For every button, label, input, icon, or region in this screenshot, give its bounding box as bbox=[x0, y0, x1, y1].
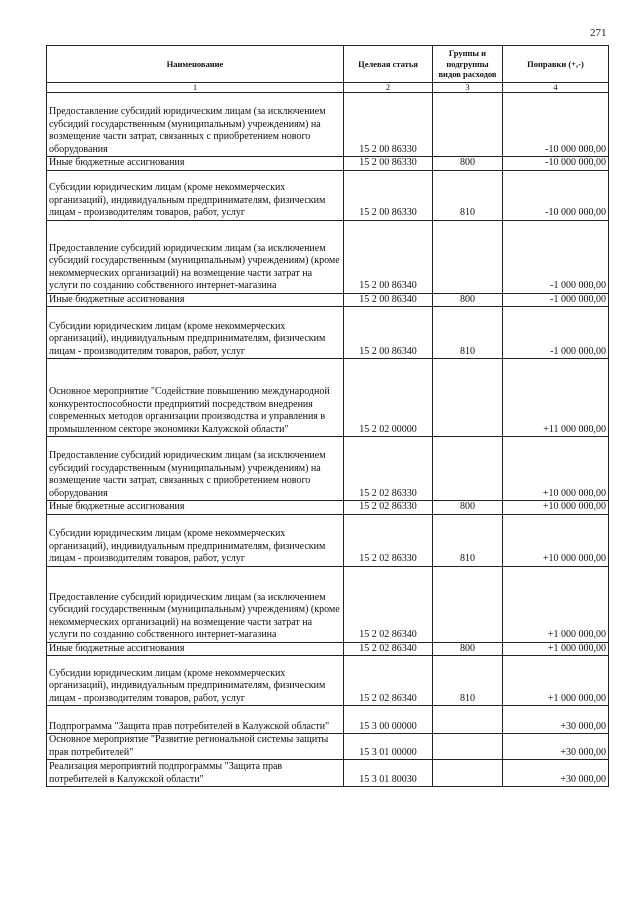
table-row bbox=[47, 514, 609, 566]
row-name: Предоставление субсидий юридическим лицам (за исключением субсидий государственным (муниципальным) учреждениям) (кроме некоммерческих организаций) на возмещение части затрат на услуги по созданию собственного интернет-магазина bbox=[47, 220, 344, 293]
row-amount: +10 000 000,00 bbox=[503, 514, 609, 566]
row-name: Иные бюджетные ассигнования bbox=[47, 642, 344, 656]
table-row bbox=[47, 501, 609, 515]
row-name: Субсидии юридическим лицам (кроме некоммерческих организаций), индивидуальным предпринимателям, физическим лицам - производителям товаров, работ, услуг bbox=[47, 307, 344, 359]
row-name: Основное мероприятие "Содействие повышению международной конкурентоспособности предприятий посредством внедрения современных методов организации производства и управления в промышленном секторе экономики Калужской области" bbox=[47, 359, 344, 437]
table-row bbox=[47, 307, 609, 359]
row-target-code: 15 2 02 00000 bbox=[344, 359, 433, 437]
row-expense-group bbox=[433, 566, 503, 642]
table-row bbox=[47, 170, 609, 220]
row-name: Предоставление субсидий юридическим лицам (за исключением субсидий государственным (муниципальным) учреждениям) на возмещение части затрат, связанных с приобретением нового оборудования bbox=[47, 93, 344, 157]
row-name: Предоставление субсидий юридическим лицам (за исключением субсидий государственным (муниципальным) учреждениям) (кроме некоммерческих организаций) на возмещение части затрат на услуги по созданию собственного интернет-магазина bbox=[47, 566, 344, 642]
row-expense-group: 800 bbox=[433, 642, 503, 656]
row-target-code: 15 3 01 80030 bbox=[344, 760, 433, 787]
row-name: Иные бюджетные ассигнования bbox=[47, 157, 344, 171]
row-target-code: 15 2 00 86340 bbox=[344, 220, 433, 293]
row-target-code: 15 2 02 86330 bbox=[344, 514, 433, 566]
row-name: Иные бюджетные ассигнования bbox=[47, 293, 344, 307]
row-name: Субсидии юридическим лицам (кроме некоммерческих организаций), индивидуальным предпринимателям, физическим лицам - производителям товаров, работ, услуг bbox=[47, 656, 344, 706]
header-code: Целевая статья bbox=[344, 46, 433, 83]
row-amount: -1 000 000,00 bbox=[503, 220, 609, 293]
page-number: 271 bbox=[590, 27, 607, 39]
row-amount: +30 000,00 bbox=[503, 706, 609, 734]
column-number-row bbox=[47, 83, 609, 93]
row-target-code: 15 2 02 86340 bbox=[344, 656, 433, 706]
row-amount: +10 000 000,00 bbox=[503, 501, 609, 515]
header-row bbox=[47, 46, 609, 83]
row-expense-group: 810 bbox=[433, 170, 503, 220]
table-row bbox=[47, 93, 609, 157]
row-name: Подпрограмма "Защита прав потребителей в Калужской области" bbox=[47, 706, 344, 734]
header-amount: Поправки (+,-) bbox=[503, 46, 609, 83]
table-row bbox=[47, 642, 609, 656]
row-expense-group bbox=[433, 734, 503, 760]
row-expense-group bbox=[433, 760, 503, 787]
table-row bbox=[47, 566, 609, 642]
row-expense-group: 800 bbox=[433, 293, 503, 307]
row-name: Субсидии юридическим лицам (кроме некоммерческих организаций), индивидуальным предпринимателям, физическим лицам - производителям товаров, работ, услуг bbox=[47, 514, 344, 566]
row-target-code: 15 3 00 00000 bbox=[344, 706, 433, 734]
row-amount: +1 000 000,00 bbox=[503, 566, 609, 642]
row-expense-group bbox=[433, 93, 503, 157]
row-target-code: 15 2 02 86330 bbox=[344, 501, 433, 515]
row-target-code: 15 2 02 86340 bbox=[344, 642, 433, 656]
row-amount: +30 000,00 bbox=[503, 760, 609, 787]
column-number: 2 bbox=[344, 83, 433, 93]
column-number: 4 bbox=[503, 83, 609, 93]
row-amount: +1 000 000,00 bbox=[503, 642, 609, 656]
row-amount: -10 000 000,00 bbox=[503, 157, 609, 171]
row-amount: -10 000 000,00 bbox=[503, 93, 609, 157]
row-target-code: 15 2 00 86340 bbox=[344, 307, 433, 359]
row-amount: -1 000 000,00 bbox=[503, 293, 609, 307]
row-expense-group bbox=[433, 706, 503, 734]
table-row bbox=[47, 734, 609, 760]
row-target-code: 15 2 00 86330 bbox=[344, 170, 433, 220]
row-name: Реализация мероприятий подпрограммы "Защита прав потребителей в Калужской области" bbox=[47, 760, 344, 787]
row-expense-group: 800 bbox=[433, 501, 503, 515]
row-expense-group: 800 bbox=[433, 157, 503, 171]
row-name: Основное мероприятие "Развитие региональной системы защиты прав потребителей" bbox=[47, 734, 344, 760]
row-amount: -10 000 000,00 bbox=[503, 170, 609, 220]
row-expense-group bbox=[433, 220, 503, 293]
row-target-code: 15 2 02 86330 bbox=[344, 437, 433, 501]
table-row bbox=[47, 359, 609, 437]
row-expense-group: 810 bbox=[433, 656, 503, 706]
row-expense-group: 810 bbox=[433, 514, 503, 566]
column-number: 3 bbox=[433, 83, 503, 93]
row-target-code: 15 2 00 86340 bbox=[344, 293, 433, 307]
table-row bbox=[47, 656, 609, 706]
row-target-code: 15 2 00 86330 bbox=[344, 93, 433, 157]
row-name: Иные бюджетные ассигнования bbox=[47, 501, 344, 515]
row-target-code: 15 2 00 86330 bbox=[344, 157, 433, 171]
row-amount: -1 000 000,00 bbox=[503, 307, 609, 359]
table-row bbox=[47, 293, 609, 307]
row-amount: +10 000 000,00 bbox=[503, 437, 609, 501]
row-amount: +11 000 000,00 bbox=[503, 359, 609, 437]
table-row bbox=[47, 706, 609, 734]
row-target-code: 15 2 02 86340 bbox=[344, 566, 433, 642]
row-amount: +1 000 000,00 bbox=[503, 656, 609, 706]
header-name: Наименование bbox=[47, 46, 344, 83]
row-name: Субсидии юридическим лицам (кроме некоммерческих организаций), индивидуальным предпринимателям, физическим лицам - производителям товаров, работ, услуг bbox=[47, 170, 344, 220]
row-expense-group bbox=[433, 437, 503, 501]
column-number: 1 bbox=[47, 83, 344, 93]
header-group: Группы и подгруппы видов расходов bbox=[433, 46, 503, 83]
row-amount: +30 000,00 bbox=[503, 734, 609, 760]
table-row bbox=[47, 760, 609, 787]
table-row bbox=[47, 437, 609, 501]
table-row bbox=[47, 220, 609, 293]
row-expense-group: 810 bbox=[433, 307, 503, 359]
row-expense-group bbox=[433, 359, 503, 437]
row-target-code: 15 3 01 00000 bbox=[344, 734, 433, 760]
row-name: Предоставление субсидий юридическим лицам (за исключением субсидий государственным (муниципальным) учреждениям) на возмещение части затрат, связанных с приобретением нового оборудования bbox=[47, 437, 344, 501]
budget-table bbox=[46, 45, 609, 787]
table-row bbox=[47, 157, 609, 171]
